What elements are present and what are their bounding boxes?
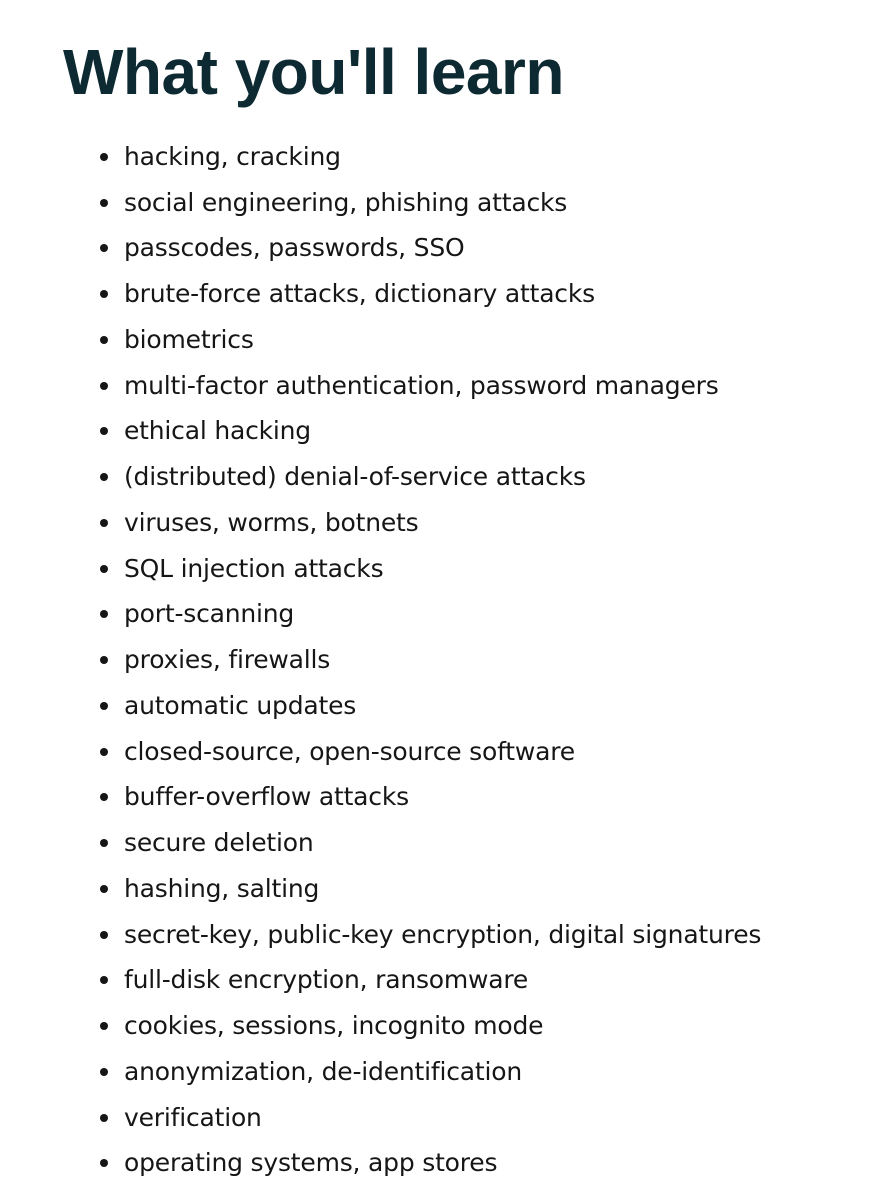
bullet-icon: [100, 610, 108, 618]
bullet-icon: [100, 1159, 108, 1167]
list-item-text: cookies, sessions, incognito mode: [124, 1011, 544, 1041]
bullet-icon: [100, 244, 108, 252]
list-item-text: (distributed) denial-of-service attacks: [124, 462, 586, 492]
bullet-icon: [100, 153, 108, 161]
bullet-icon: [100, 336, 108, 344]
list-item-text: viruses, worms, botnets: [124, 507, 419, 537]
bullet-icon: [100, 702, 108, 710]
list-item-text: secure deletion: [124, 828, 314, 858]
list-item-text: buffer-overflow attacks: [124, 782, 409, 812]
bullet-icon: [100, 565, 108, 573]
bullet-icon: [100, 1022, 108, 1030]
list-item-text: multi-factor authentication, password managers: [124, 370, 719, 400]
bullet-icon: [100, 931, 108, 939]
bullet-icon: [100, 748, 108, 756]
list-item-text: automatic updates: [124, 690, 357, 720]
list-item-text: ethical hacking: [124, 416, 311, 446]
list-item-text: brute-force attacks, dictionary attacks: [124, 279, 595, 309]
bullet-icon: [100, 427, 108, 435]
bullet-icon: [100, 1068, 108, 1076]
list-item-text: anonymization, de-identification: [124, 1056, 522, 1086]
list-item-text: operating systems, app stores: [124, 1148, 498, 1178]
list-item-text: proxies, firewalls: [124, 645, 331, 675]
list-item-text: secret-key, public-key encryption, digital signatures: [124, 919, 762, 949]
bullet-icon: [100, 885, 108, 893]
bullet-icon: [100, 290, 108, 298]
bullet-icon: [100, 473, 108, 481]
list-item-text: closed-source, open-source software: [124, 736, 575, 766]
list-item-text: biometrics: [124, 324, 254, 354]
bullet-icon: [100, 1114, 108, 1122]
bullet-icon: [100, 519, 108, 527]
bullet-icon: [100, 656, 108, 664]
bullet-icon: [100, 839, 108, 847]
bullet-icon: [100, 976, 108, 984]
list-item-text: SQL injection attacks: [124, 553, 384, 583]
bullet-icon: [100, 793, 108, 801]
list-item-text: passcodes, passwords, SSO: [124, 233, 465, 263]
list-item-text: full-disk encryption, ransomware: [124, 965, 529, 995]
list-item-text: hashing, salting: [124, 873, 320, 903]
bullet-icon: [100, 199, 108, 207]
page-title: What you'll learn: [63, 36, 564, 108]
list-item-text: port-scanning: [124, 599, 295, 629]
list-item-text: hacking, cracking: [124, 141, 341, 171]
list-item-text: verification: [124, 1102, 262, 1132]
list-item-text: social engineering, phishing attacks: [124, 187, 568, 217]
bullet-icon: [100, 382, 108, 390]
